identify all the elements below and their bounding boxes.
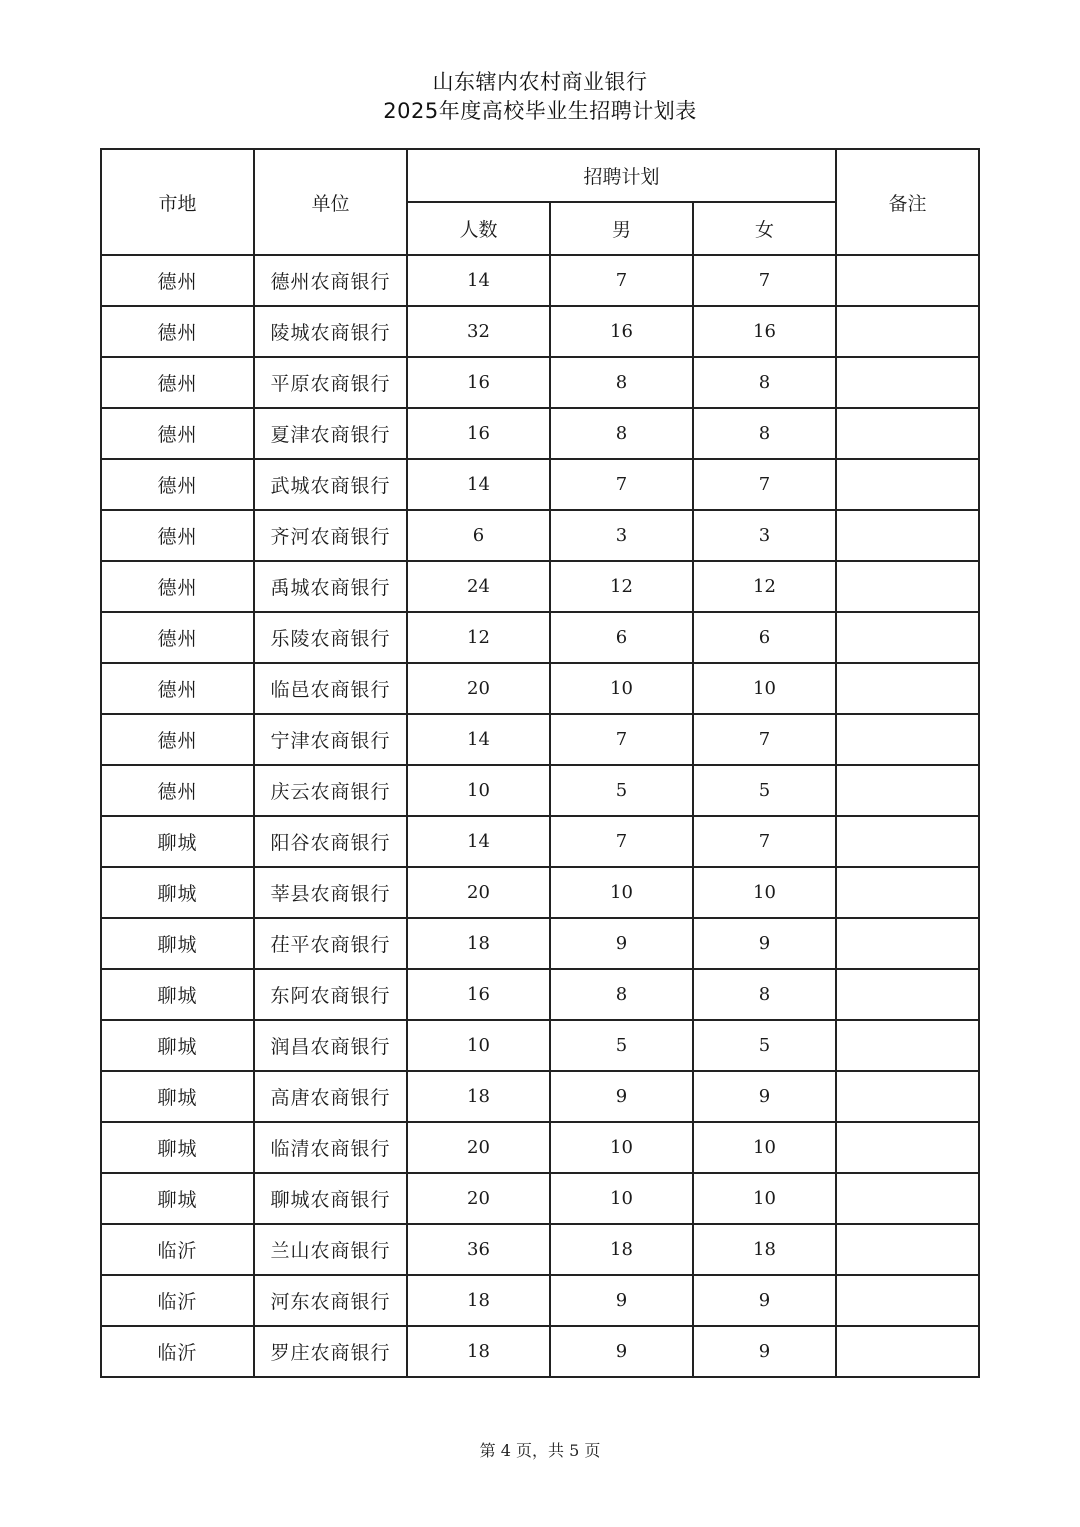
cell-remark [836,1173,979,1224]
table-row [101,867,979,918]
cell-female: 5 [693,1020,836,1071]
cell-total: 20 [407,867,550,918]
cell-remark [836,459,979,510]
cell-total: 32 [407,306,550,357]
header-female: 女 [693,202,836,255]
cell-male: 5 [550,1020,693,1071]
cell-unit: 陵城农商银行 [254,306,407,357]
cell-city: 德州 [101,408,254,459]
cell-male: 16 [550,306,693,357]
table-row [101,816,979,867]
cell-female: 10 [693,1122,836,1173]
cell-city: 德州 [101,459,254,510]
cell-male: 3 [550,510,693,561]
cell-male: 10 [550,1122,693,1173]
cell-female: 7 [693,255,836,306]
cell-unit: 禹城农商银行 [254,561,407,612]
table-row [101,510,979,561]
cell-male: 9 [550,918,693,969]
cell-female: 5 [693,765,836,816]
table-body [101,255,979,1377]
table-row [101,714,979,765]
cell-unit: 庆云农商银行 [254,765,407,816]
header-remark: 备注 [836,149,979,255]
cell-total: 20 [407,1122,550,1173]
cell-remark [836,1020,979,1071]
cell-male: 8 [550,969,693,1020]
table-row [101,561,979,612]
cell-total: 36 [407,1224,550,1275]
cell-unit: 宁津农商银行 [254,714,407,765]
cell-unit: 罗庄农商银行 [254,1326,407,1377]
header-male: 男 [550,202,693,255]
cell-city: 聊城 [101,1020,254,1071]
cell-female: 10 [693,663,836,714]
cell-city: 德州 [101,357,254,408]
cell-city: 聊城 [101,816,254,867]
table-row [101,408,979,459]
cell-city: 德州 [101,561,254,612]
cell-male: 5 [550,765,693,816]
cell-remark [836,408,979,459]
cell-total: 14 [407,255,550,306]
cell-remark [836,510,979,561]
header-plan: 招聘计划 [407,149,836,202]
cell-city: 临沂 [101,1326,254,1377]
cell-unit: 乐陵农商银行 [254,612,407,663]
cell-male: 7 [550,816,693,867]
cell-female: 12 [693,561,836,612]
cell-total: 16 [407,357,550,408]
table-row [101,1224,979,1275]
cell-unit: 东阿农商银行 [254,969,407,1020]
cell-remark [836,1122,979,1173]
cell-unit: 德州农商银行 [254,255,407,306]
cell-city: 德州 [101,612,254,663]
document-title-line1: 山东辖内农村商业银行 [432,70,648,94]
cell-remark [836,918,979,969]
cell-male: 18 [550,1224,693,1275]
cell-total: 24 [407,561,550,612]
cell-male: 8 [550,357,693,408]
cell-remark [836,561,979,612]
cell-unit: 武城农商银行 [254,459,407,510]
cell-total: 20 [407,1173,550,1224]
table-row [101,357,979,408]
cell-male: 12 [550,561,693,612]
cell-male: 10 [550,1173,693,1224]
cell-male: 7 [550,255,693,306]
cell-total: 16 [407,408,550,459]
cell-city: 德州 [101,663,254,714]
page-number-footer: 第 4 页，共 5 页 [479,1441,601,1460]
cell-male: 10 [550,663,693,714]
table-row [101,1173,979,1224]
cell-female: 7 [693,816,836,867]
cell-unit: 河东农商银行 [254,1275,407,1326]
cell-total: 16 [407,969,550,1020]
table-row [101,765,979,816]
cell-unit: 茌平农商银行 [254,918,407,969]
table-row [101,612,979,663]
cell-male: 7 [550,714,693,765]
table-row [101,459,979,510]
cell-remark [836,1071,979,1122]
cell-unit: 莘县农商银行 [254,867,407,918]
cell-city: 德州 [101,510,254,561]
table-row [101,1275,979,1326]
cell-total: 18 [407,1071,550,1122]
cell-female: 6 [693,612,836,663]
table-row [101,306,979,357]
cell-female: 7 [693,459,836,510]
cell-remark [836,663,979,714]
cell-total: 18 [407,1326,550,1377]
cell-city: 聊城 [101,1071,254,1122]
cell-total: 12 [407,612,550,663]
cell-city: 聊城 [101,969,254,1020]
cell-female: 3 [693,510,836,561]
cell-total: 18 [407,1275,550,1326]
cell-male: 7 [550,459,693,510]
cell-female: 16 [693,306,836,357]
cell-remark [836,612,979,663]
cell-total: 10 [407,765,550,816]
cell-unit: 聊城农商银行 [254,1173,407,1224]
cell-male: 8 [550,408,693,459]
header-unit: 单位 [254,149,407,255]
cell-unit: 兰山农商银行 [254,1224,407,1275]
cell-female: 8 [693,969,836,1020]
cell-female: 9 [693,1275,836,1326]
table-row [101,1020,979,1071]
cell-unit: 临清农商银行 [254,1122,407,1173]
cell-remark [836,969,979,1020]
cell-city: 德州 [101,306,254,357]
cell-city: 德州 [101,765,254,816]
cell-remark [836,306,979,357]
cell-total: 14 [407,714,550,765]
cell-remark [836,1275,979,1326]
cell-city: 德州 [101,714,254,765]
header-city: 市地 [101,149,254,255]
cell-city: 聊城 [101,867,254,918]
cell-male: 9 [550,1326,693,1377]
cell-total: 10 [407,1020,550,1071]
cell-total: 14 [407,459,550,510]
table-row [101,663,979,714]
cell-unit: 润昌农商银行 [254,1020,407,1071]
cell-city: 临沂 [101,1275,254,1326]
cell-city: 聊城 [101,918,254,969]
cell-male: 6 [550,612,693,663]
cell-unit: 平原农商银行 [254,357,407,408]
cell-unit: 高唐农商银行 [254,1071,407,1122]
table-row [101,255,979,306]
cell-male: 9 [550,1275,693,1326]
cell-unit: 齐河农商银行 [254,510,407,561]
table-row [101,1122,979,1173]
cell-remark [836,357,979,408]
cell-remark [836,1326,979,1377]
cell-remark [836,816,979,867]
cell-total: 6 [407,510,550,561]
cell-female: 18 [693,1224,836,1275]
cell-remark [836,765,979,816]
cell-female: 10 [693,1173,836,1224]
cell-total: 14 [407,816,550,867]
document-title-line2: 2025年度高校毕业生招聘计划表 [383,99,697,123]
cell-unit: 夏津农商银行 [254,408,407,459]
cell-remark [836,255,979,306]
cell-city: 临沂 [101,1224,254,1275]
cell-female: 8 [693,408,836,459]
cell-male: 10 [550,867,693,918]
cell-remark [836,1224,979,1275]
table-row [101,1326,979,1377]
cell-total: 20 [407,663,550,714]
cell-female: 9 [693,1326,836,1377]
cell-female: 10 [693,867,836,918]
cell-city: 德州 [101,255,254,306]
cell-female: 9 [693,1071,836,1122]
cell-city: 聊城 [101,1122,254,1173]
cell-female: 8 [693,357,836,408]
table-row [101,969,979,1020]
recruitment-plan-table [100,148,980,1378]
cell-unit: 阳谷农商银行 [254,816,407,867]
cell-city: 聊城 [101,1173,254,1224]
cell-total: 18 [407,918,550,969]
table-row [101,1071,979,1122]
cell-female: 7 [693,714,836,765]
cell-remark [836,714,979,765]
table-row [101,918,979,969]
header-total: 人数 [407,202,550,255]
cell-male: 9 [550,1071,693,1122]
cell-remark [836,867,979,918]
cell-unit: 临邑农商银行 [254,663,407,714]
cell-female: 9 [693,918,836,969]
